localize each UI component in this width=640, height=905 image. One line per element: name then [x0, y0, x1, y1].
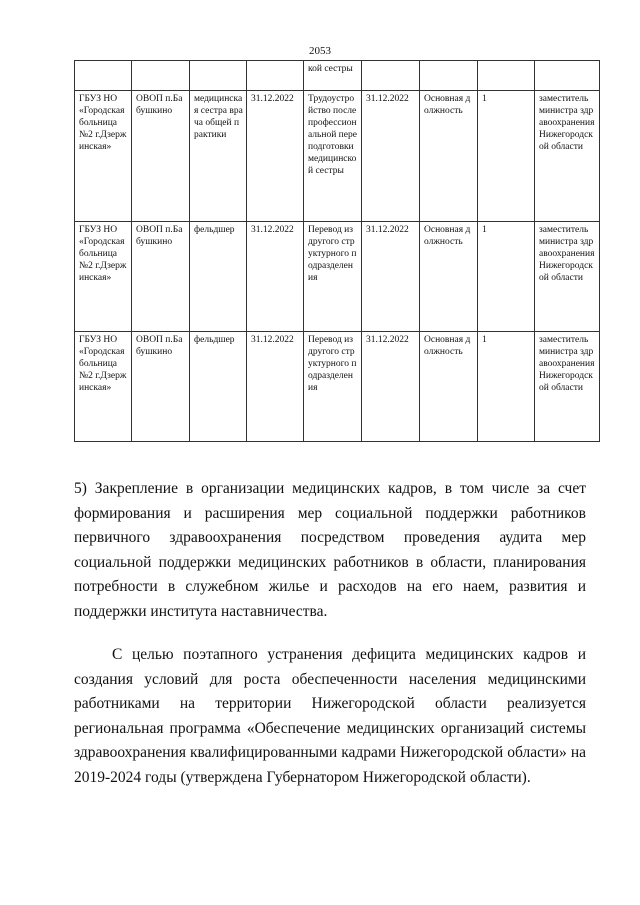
table-cell: ГБУЗ НО «Городская больница №2 г.Дзержинская» [75, 91, 132, 222]
table-cell: 1 [478, 91, 535, 222]
table-cell: Основная должность [420, 332, 478, 442]
table-cell: 31.12.2022 [362, 91, 420, 222]
table-row [75, 332, 600, 442]
table-cell: заместитель министра здравоохранения Нижегородской области [535, 91, 600, 222]
table-cell: 31.12.2022 [247, 332, 304, 442]
table-cell [132, 61, 190, 91]
table-cell [75, 61, 132, 91]
page-number: 2053 [309, 45, 331, 57]
table-cell: Перевод из другого структурного подразделения [304, 222, 362, 332]
table-cell: медицинская сестра врача общей практики [190, 91, 247, 222]
table-cell [478, 61, 535, 91]
table-cell: 1 [478, 332, 535, 442]
table-cell: 31.12.2022 [247, 91, 304, 222]
table-cell: кой сестры [304, 61, 362, 91]
table-row [75, 61, 600, 91]
table-cell [190, 61, 247, 91]
paragraph-text: 5) Закрепление в организации медицинских кадров, в том числе за счет формирования и расширения мер социальной поддержки работников первичного здравоохранения посредством проведения аудита мер социальной поддержки медицинских работников в области, планирования потребности в служебном жилье и расходов на его наем, развития и поддержки института наставничества. [74, 480, 586, 620]
table-cell: 1 [478, 222, 535, 332]
staffing-table [74, 60, 600, 442]
table-cell: Основная должность [420, 222, 478, 332]
table-cell: 31.12.2022 [362, 222, 420, 332]
table-cell: 31.12.2022 [247, 222, 304, 332]
table-cell: Основная должность [420, 91, 478, 222]
table-cell: заместитель министра здравоохранения Нижегородской области [535, 332, 600, 442]
table-cell: 31.12.2022 [362, 332, 420, 442]
table-cell [362, 61, 420, 91]
table-cell: ОВОП п.Бабушкино [132, 332, 190, 442]
table-cell [535, 61, 600, 91]
table-cell [247, 61, 304, 91]
table-cell: заместитель министра здравоохранения Нижегородской области [535, 222, 600, 332]
table-cell: фельдшер [190, 222, 247, 332]
table-cell: ГБУЗ НО «Городская больница №2 г.Дзержинская» [75, 332, 132, 442]
table-cell: ГБУЗ НО «Городская больница №2 г.Дзержинская» [75, 222, 132, 332]
paragraph-regional-program [74, 643, 586, 790]
table-cell [420, 61, 478, 91]
table-cell: Перевод из другого структурного подразделения [304, 332, 362, 442]
table-row [75, 222, 600, 332]
table-cell: ОВОП п.Бабушкино [132, 222, 190, 332]
table-row [75, 91, 600, 222]
paragraph-text: С целью поэтапного устранения дефицита медицинских кадров и создания условий для роста обеспеченности населения медицинскими работниками на территории Нижегородской области реализуется региональная программа «Обеспечение медицинских организаций системы здравоохранения квалифицированными кадрами Нижегородской области» на 2019-2024 годы (утверждена Губернатором Нижегородской области). [74, 646, 586, 786]
paragraph-staff-retention [74, 477, 586, 624]
table-cell: Трудоустройство после профессиональной переподготовки медицинской сестры [304, 91, 362, 222]
table-cell: ОВОП п.Бабушкино [132, 91, 190, 222]
table-cell: фельдшер [190, 332, 247, 442]
